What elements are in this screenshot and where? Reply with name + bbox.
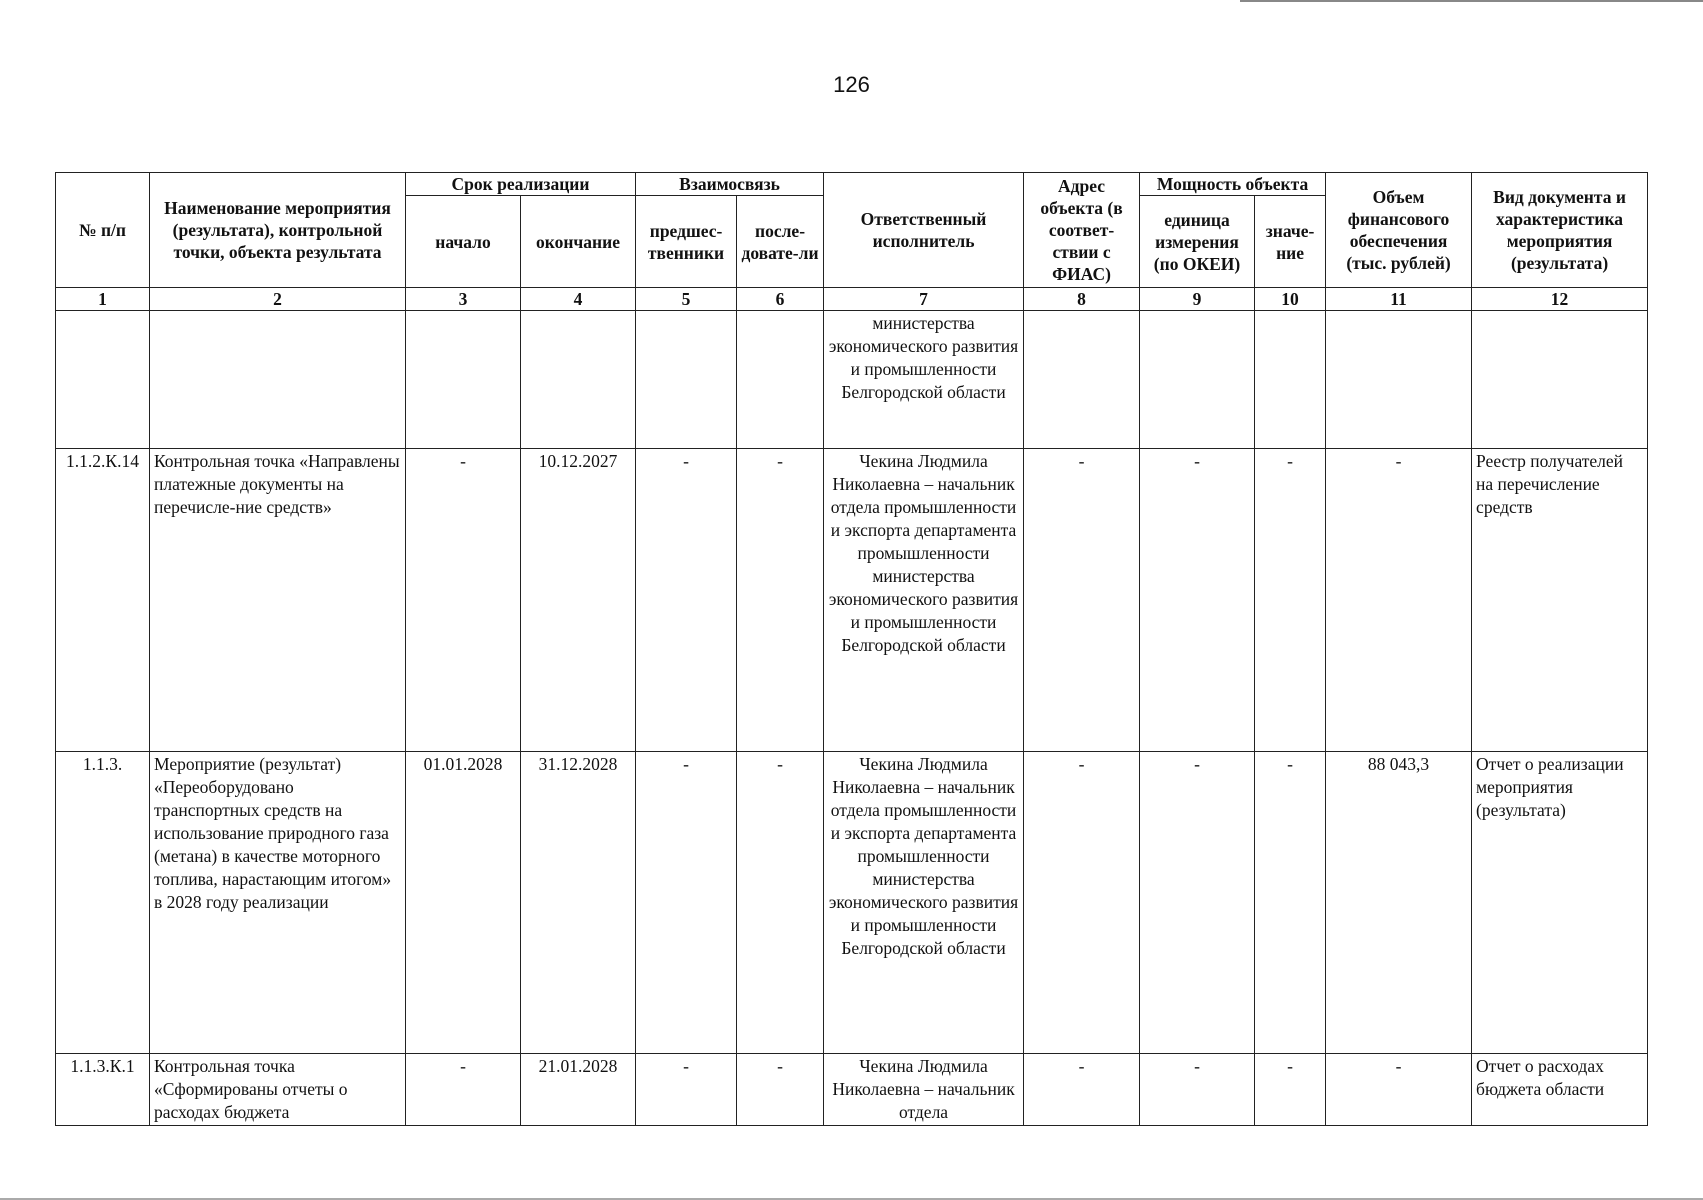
header-term-group: Срок реализации: [406, 173, 636, 196]
cell-name: [150, 311, 406, 449]
cell-predecessors: -: [636, 449, 737, 752]
header-address: Адрес объекта (в соответ-ствии с ФИАС): [1024, 173, 1140, 288]
cell-name: Мероприятие (результат) «Переоборудовано транспортных средств на использование природного газа (метана) в качестве моторного топлива, нарастающим итогом» в 2028 году реализации: [150, 752, 406, 1054]
cell-predecessors: [636, 311, 737, 449]
header-value: значе-ние: [1255, 196, 1326, 288]
cell-document: Отчет о реализации мероприятия (результата): [1472, 752, 1648, 1054]
cell-value: -: [1255, 449, 1326, 752]
cell-responsible: Чекина Людмила Николаевна – начальник отдела промышленности и экспорта департамента промышленности министерства экономического развития и промышленности Белгородской области: [824, 449, 1024, 752]
column-number: 5: [636, 288, 737, 311]
column-number: 10: [1255, 288, 1326, 311]
cell-start: 01.01.2028: [406, 752, 521, 1054]
cell-unit: -: [1140, 449, 1255, 752]
cell-end: 21.01.2028: [521, 1054, 636, 1126]
cell-end: [521, 311, 636, 449]
cell-start: [406, 311, 521, 449]
cell-start: -: [406, 449, 521, 752]
cell-name: Контрольная точка «Сформированы отчеты о расходах бюджета: [150, 1054, 406, 1126]
cell-responsible: Чекина Людмила Николаевна – начальник отдела промышленности и экспорта департамента промышленности министерства экономического развития и промышленности Белгородской области: [824, 752, 1024, 1054]
cell-successors: -: [737, 1054, 824, 1126]
column-number: 1: [56, 288, 150, 311]
cell-document: [1472, 311, 1648, 449]
cell-predecessors: -: [636, 752, 737, 1054]
cell-responsible: Чекина Людмила Николаевна – начальник отдела: [824, 1054, 1024, 1126]
cell-unit: [1140, 311, 1255, 449]
header-num: № п/п: [56, 173, 150, 288]
cell-unit: -: [1140, 1054, 1255, 1126]
top-rule: [1240, 0, 1703, 2]
cell-address: -: [1024, 449, 1140, 752]
cell-name: Контрольная точка «Направлены платежные документы на перечисле-ние средств»: [150, 449, 406, 752]
table-row: [56, 311, 1648, 449]
cell-num: 1.1.3.: [56, 752, 150, 1054]
column-number: 2: [150, 288, 406, 311]
column-number: 7: [824, 288, 1024, 311]
table-row: [56, 1054, 1648, 1126]
column-number: 6: [737, 288, 824, 311]
header-end: окончание: [521, 196, 636, 288]
cell-finance: -: [1326, 1054, 1472, 1126]
header-responsible: Ответственный исполнитель: [824, 173, 1024, 288]
page-number: 126: [833, 72, 870, 97]
column-number: 3: [406, 288, 521, 311]
cell-start: -: [406, 1054, 521, 1126]
plan-table: [55, 172, 1648, 1126]
column-number: 8: [1024, 288, 1140, 311]
cell-predecessors: -: [636, 1054, 737, 1126]
cell-value: -: [1255, 752, 1326, 1054]
header-finance: Объем финансового обеспечения (тыс. рублей): [1326, 173, 1472, 288]
cell-unit: -: [1140, 752, 1255, 1054]
header-unit: единица измерения (по ОКЕИ): [1140, 196, 1255, 288]
cell-address: [1024, 311, 1140, 449]
cell-value: -: [1255, 1054, 1326, 1126]
header-name: Наименование мероприятия (результата), контрольной точки, объекта результата: [150, 173, 406, 288]
header-document: Вид документа и характеристика мероприятия (результата): [1472, 173, 1648, 288]
cell-end: 10.12.2027: [521, 449, 636, 752]
header-predecessors: предшес-твенники: [636, 196, 737, 288]
cell-document: Отчет о расходах бюджета области: [1472, 1054, 1648, 1126]
cell-value: [1255, 311, 1326, 449]
cell-finance: 88 043,3: [1326, 752, 1472, 1054]
cell-successors: -: [737, 752, 824, 1054]
cell-end: 31.12.2028: [521, 752, 636, 1054]
cell-successors: [737, 311, 824, 449]
cell-finance: [1326, 311, 1472, 449]
cell-num: 1.1.2.К.14: [56, 449, 150, 752]
header-power-group: Мощность объекта: [1140, 173, 1326, 196]
column-number-row: [56, 288, 1648, 311]
table-header: [56, 173, 1648, 288]
cell-address: -: [1024, 1054, 1140, 1126]
cell-address: -: [1024, 752, 1140, 1054]
column-number: 9: [1140, 288, 1255, 311]
header-start: начало: [406, 196, 521, 288]
cell-num: [56, 311, 150, 449]
column-number: 11: [1326, 288, 1472, 311]
cell-finance: -: [1326, 449, 1472, 752]
column-number: 12: [1472, 288, 1648, 311]
cell-document: Реестр получателей на перечисление средств: [1472, 449, 1648, 752]
cell-responsible: министерства экономического развития и промышленности Белгородской области: [824, 311, 1024, 449]
table-row: [56, 752, 1648, 1054]
cell-num: 1.1.3.К.1: [56, 1054, 150, 1126]
column-number: 4: [521, 288, 636, 311]
table-row: [56, 449, 1648, 752]
header-successors: после-довате-ли: [737, 196, 824, 288]
header-link-group: Взаимосвязь: [636, 173, 824, 196]
cell-successors: -: [737, 449, 824, 752]
